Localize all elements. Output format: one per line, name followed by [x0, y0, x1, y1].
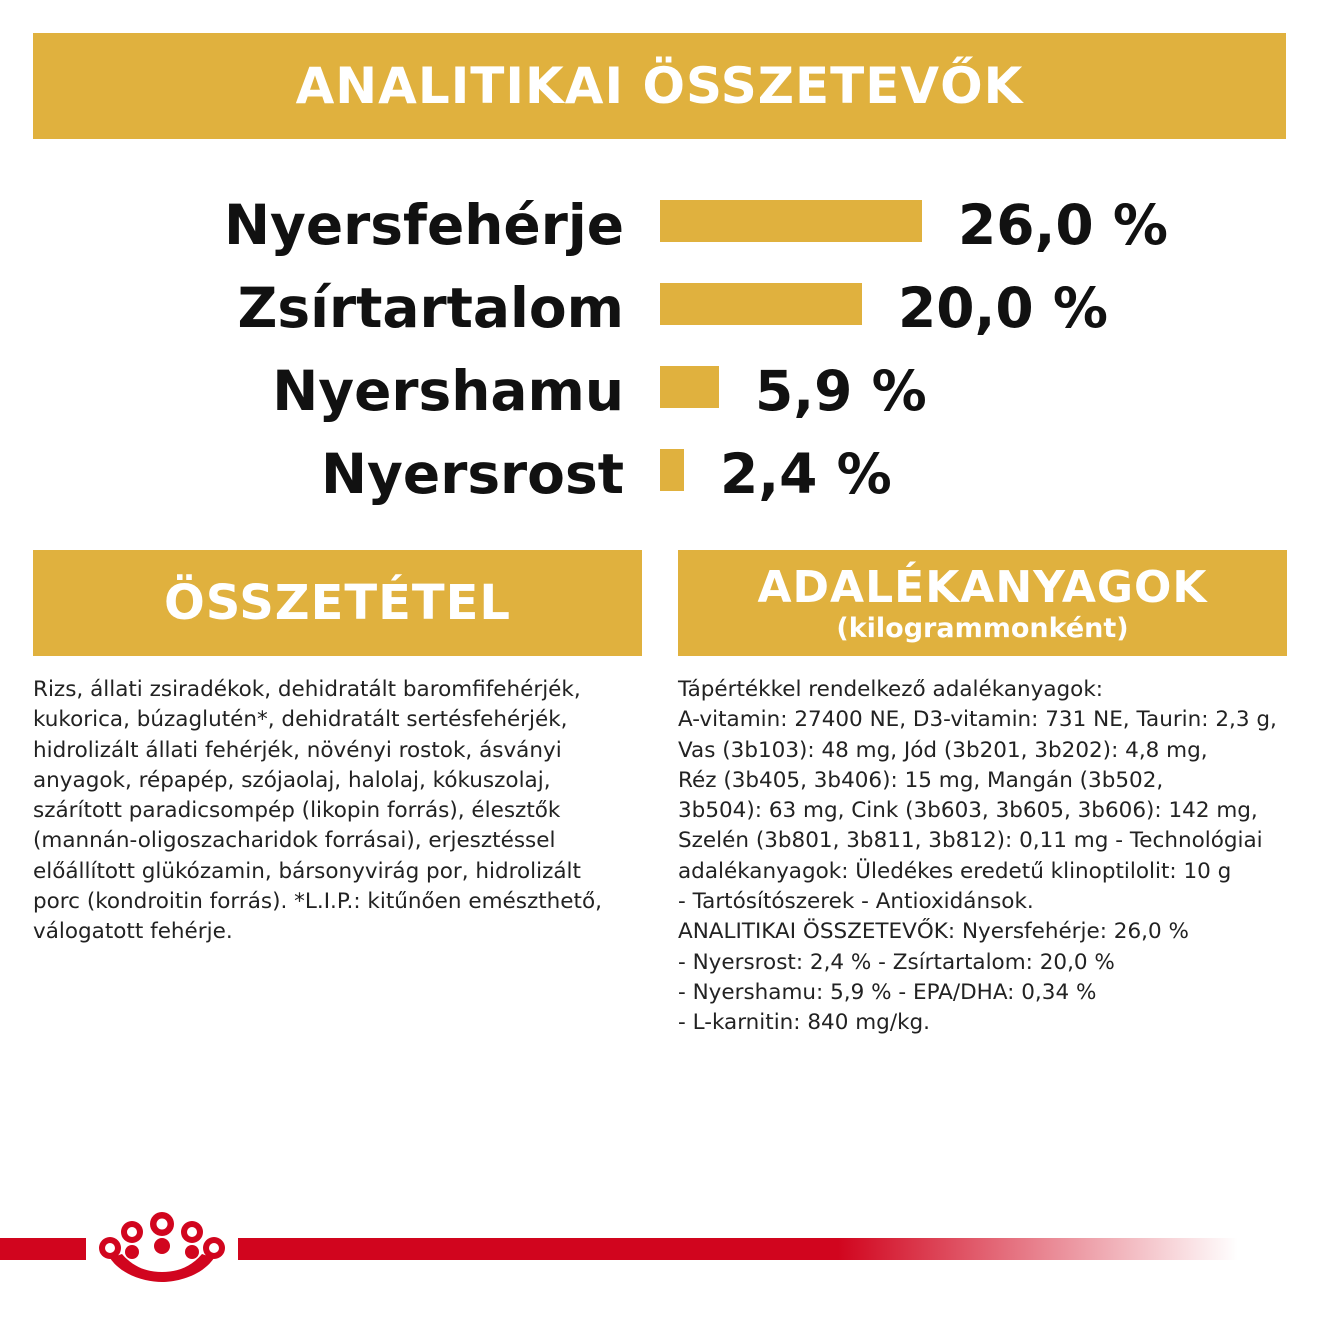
composition-line: (mannán-oligoszacharidok forrásai), erjesztéssel [33, 828, 556, 854]
additives-line: - L-karnitin: 840 mg/kg. [678, 1010, 931, 1036]
composition-line: szárított paradicsompép (likopin forrás), élesztők [33, 798, 561, 824]
nutrient-value-protein: 26,0 % [958, 193, 1168, 257]
additives-title: ADALÉKANYAGOK [757, 562, 1208, 613]
additives-line: Szelén (3b801, 3b811, 3b812): 0,11 mg - Technológiai [678, 828, 1263, 854]
nutrient-label-ash: Nyershamu [272, 359, 624, 423]
additives-line: ANALITIKAI ÖSSZETEVŐK: Nyersfehérje: 26,0 % [678, 919, 1189, 945]
composition-line: anyagok, répapép, szójaolaj, halolaj, kókuszolaj, [33, 767, 551, 793]
brand-stripe-right [238, 1238, 1238, 1260]
additives-line: adalékanyagok: Üledékes eredetű klinoptilolit: 10 g [678, 858, 1232, 884]
composition-title: ÖSSZETÉTEL [163, 575, 512, 631]
additives-line: A-vitamin: 27400 NE, D3-vitamin: 731 NE, Taurin: 2,3 g, [678, 707, 1277, 733]
brand-stripe-left [0, 1238, 86, 1260]
additives-header [678, 550, 1287, 656]
nutrient-bar-ash [660, 366, 719, 408]
additives-line: Vas (3b103): 48 mg, Jód (3b201, 3b202): 4,8 mg, [678, 737, 1208, 763]
composition-header [33, 550, 642, 656]
composition-line: kukorica, búzaglutén*, dehidratált sertésfehérjék, [33, 707, 568, 733]
additives-line: - Nyersrost: 2,4 % - Zsírtartalom: 20,0 % [678, 949, 1115, 975]
additives-line: - Nyershamu: 5,9 % - EPA/DHA: 0,34 % [678, 979, 1097, 1005]
analytics-header [33, 33, 1286, 139]
additives-line: Tápértékkel rendelkező adalékanyagok: [678, 677, 1104, 702]
nutrient-label-fat: Zsírtartalom [237, 276, 624, 340]
analytics-title: ANALITIKAI ÖSSZETEVŐK [295, 57, 1024, 115]
nutrient-bar-fat [660, 283, 862, 325]
composition-text [33, 675, 643, 948]
nutrient-bar-protein [660, 200, 922, 242]
composition-line: Rizs, állati zsiradékok, dehidratált baromfifehérjék, [33, 677, 581, 702]
additives-line: 3b504): 63 mg, Cink (3b603, 3b605, 3b606): 142 mg, [678, 798, 1258, 824]
composition-line: porc (kondroitin forrás). *L.I.P.: kitűnően emészthető, [33, 889, 602, 915]
composition-line: hidrolizált állati fehérjék, növényi rostok, ásványi [33, 737, 562, 763]
additives-line: - Tartósítószerek - Antioxidánsok. [678, 889, 1034, 915]
composition-line: válogatott fehérje. [33, 919, 233, 945]
additives-subtitle: (kilogrammonként) [836, 613, 1129, 644]
nutrient-bar-fibre [660, 449, 684, 491]
composition-line: előállított glükózamin, bársonyvirág por, hidrolizált [33, 858, 581, 884]
nutrient-value-fibre: 2,4 % [720, 442, 892, 506]
nutrient-value-fat: 20,0 % [898, 276, 1108, 340]
additives-text [678, 675, 1303, 1039]
nutrient-label-fibre: Nyersrost [321, 442, 624, 506]
additives-line: Réz (3b405, 3b406): 15 mg, Mangán (3b502, [678, 767, 1164, 793]
nutrient-value-ash: 5,9 % [755, 359, 927, 423]
nutrient-label-protein: Nyersfehérje [223, 193, 624, 257]
crown-icon [92, 1208, 232, 1288]
